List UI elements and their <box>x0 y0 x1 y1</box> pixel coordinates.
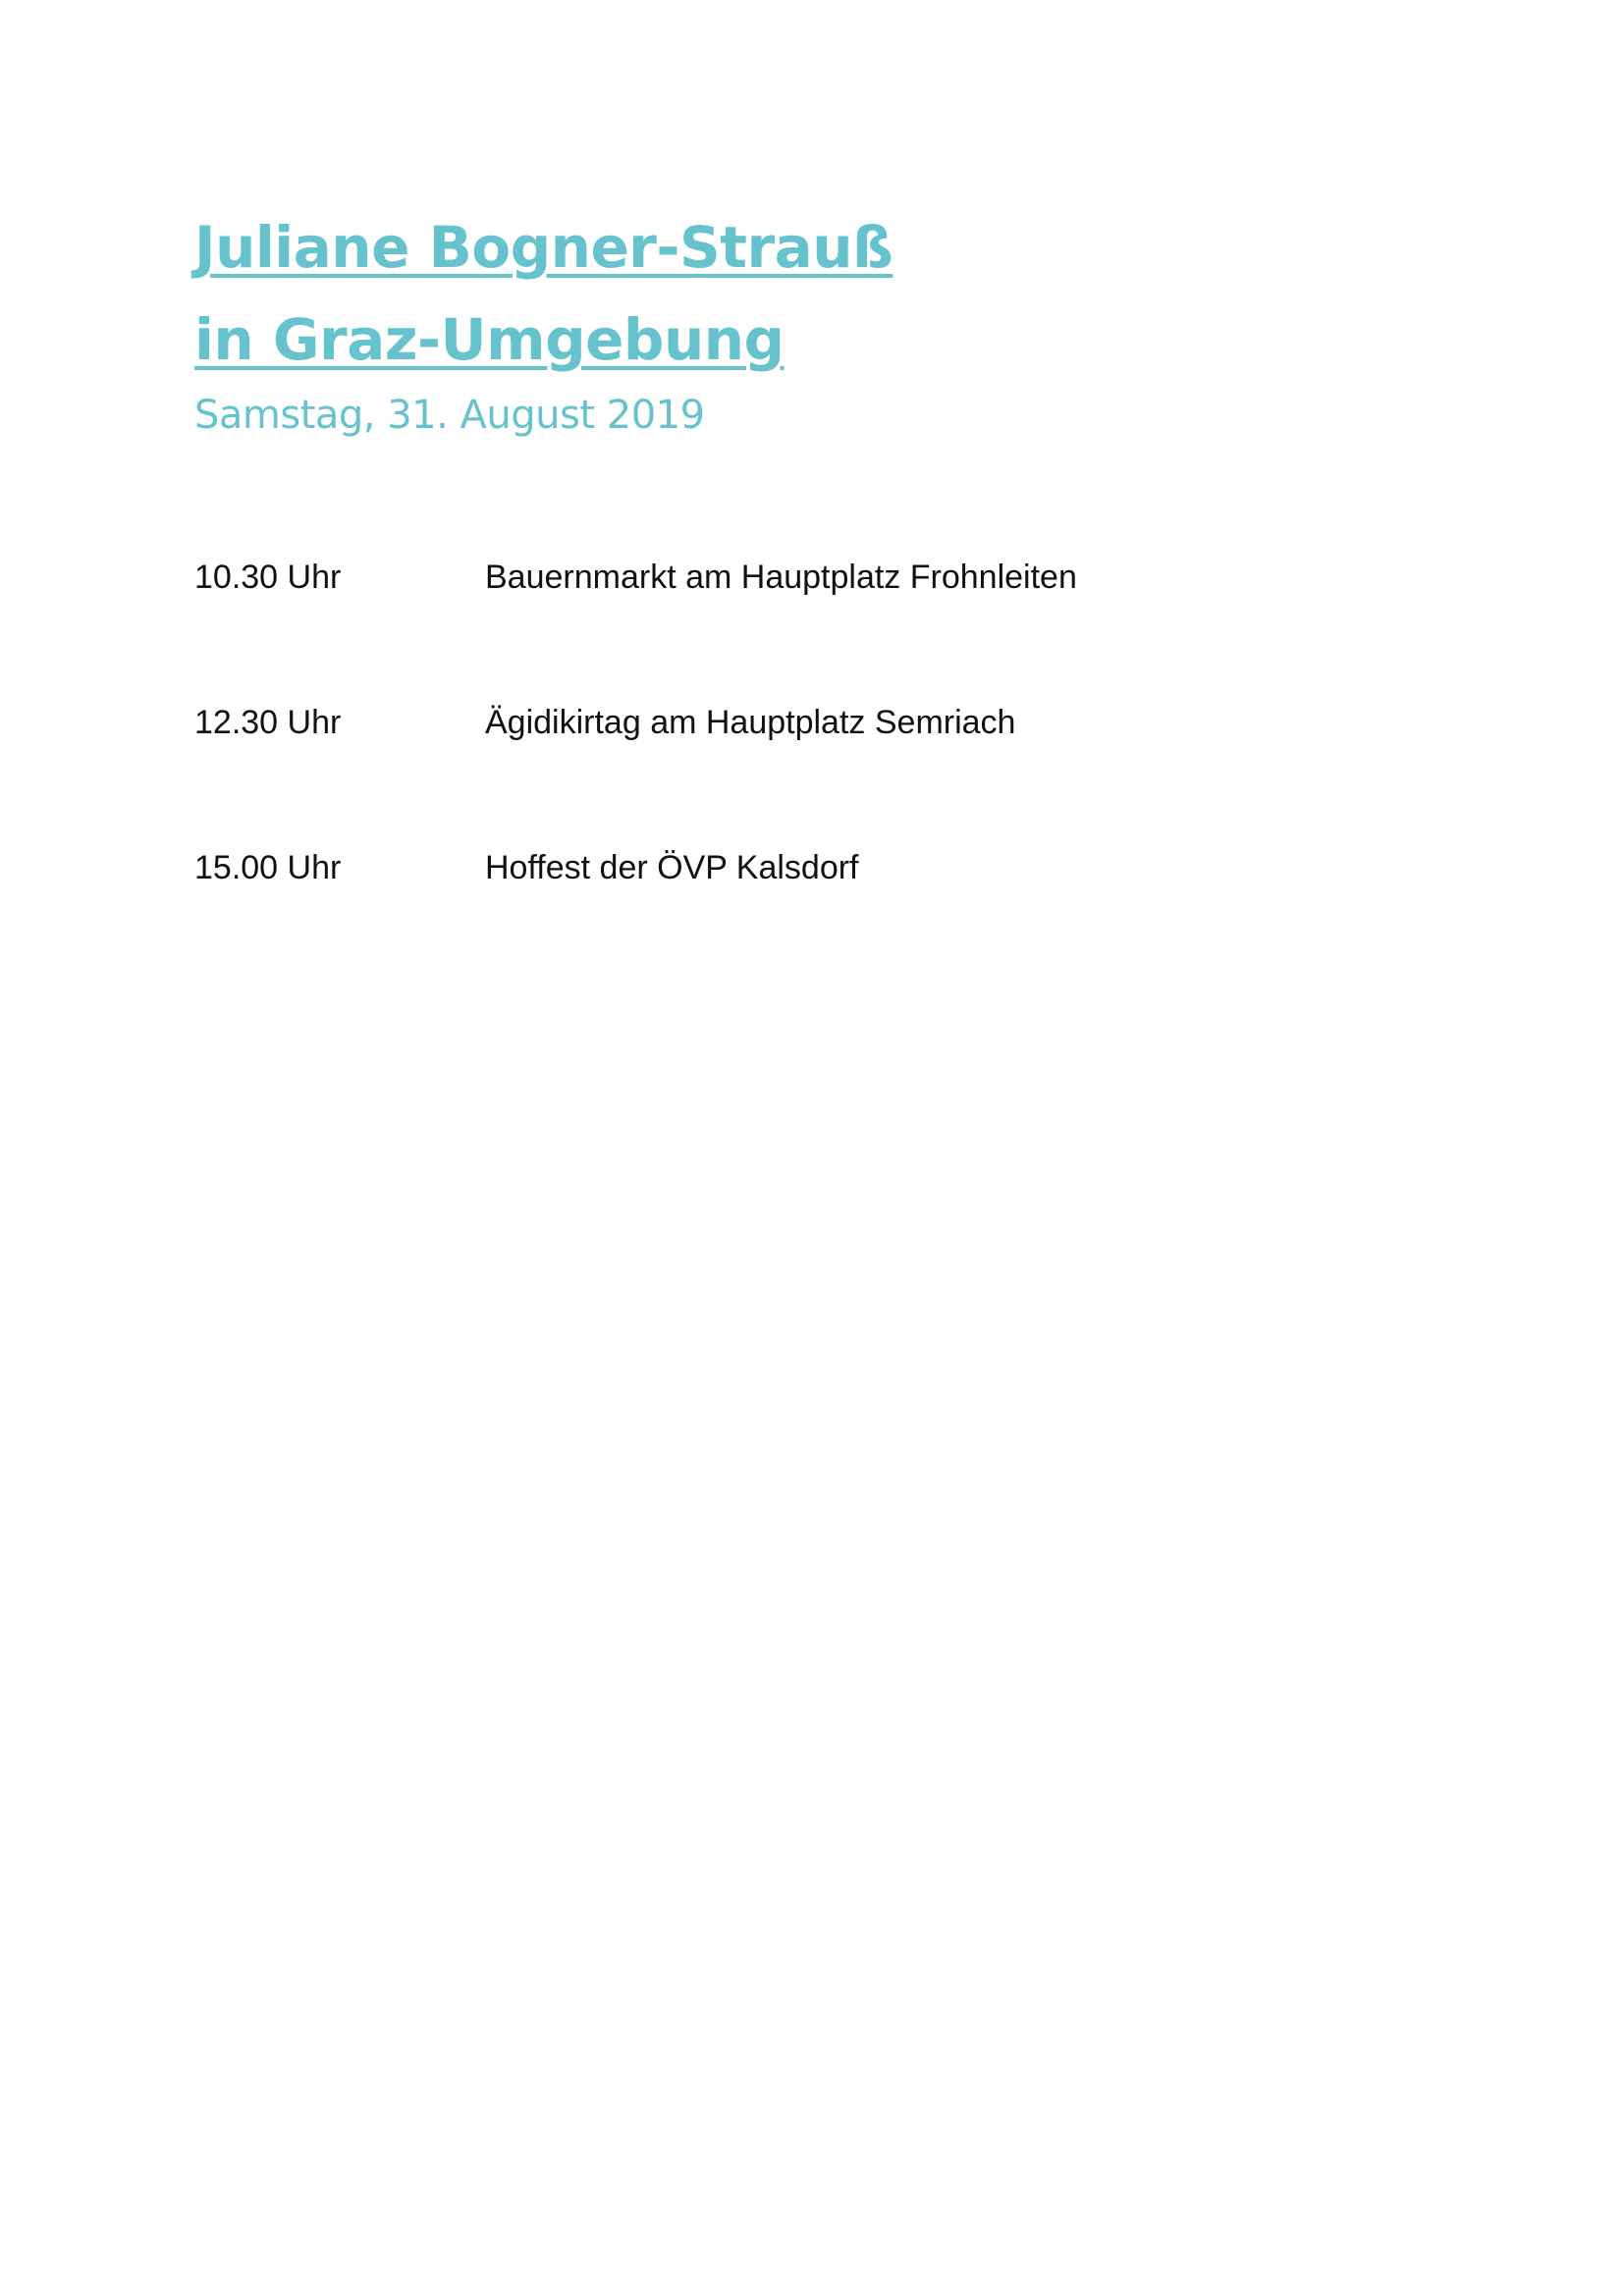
schedule-list <box>194 556 1422 991</box>
schedule-item <box>194 846 1422 991</box>
document-header <box>194 201 893 441</box>
event-time: 12.30 Uhr <box>194 704 342 741</box>
event-time: 15.00 Uhr <box>194 849 342 886</box>
schedule-item <box>194 701 1422 846</box>
event-time: 10.30 Uhr <box>194 559 342 596</box>
title-line-2: in Graz-Umgebung <box>194 306 785 373</box>
event-description: Bauernmarkt am Hauptplatz Frohnleiten <box>485 559 1077 596</box>
event-date: Samstag, 31. August 2019 <box>194 393 705 438</box>
schedule-item <box>194 556 1422 701</box>
event-description: Ägidikirtag am Hauptplatz Semriach <box>485 704 1016 741</box>
title-line-1: Juliane Bogner-Strauß <box>194 214 893 281</box>
event-description: Hoffest der ÖVP Kalsdorf <box>485 849 859 886</box>
